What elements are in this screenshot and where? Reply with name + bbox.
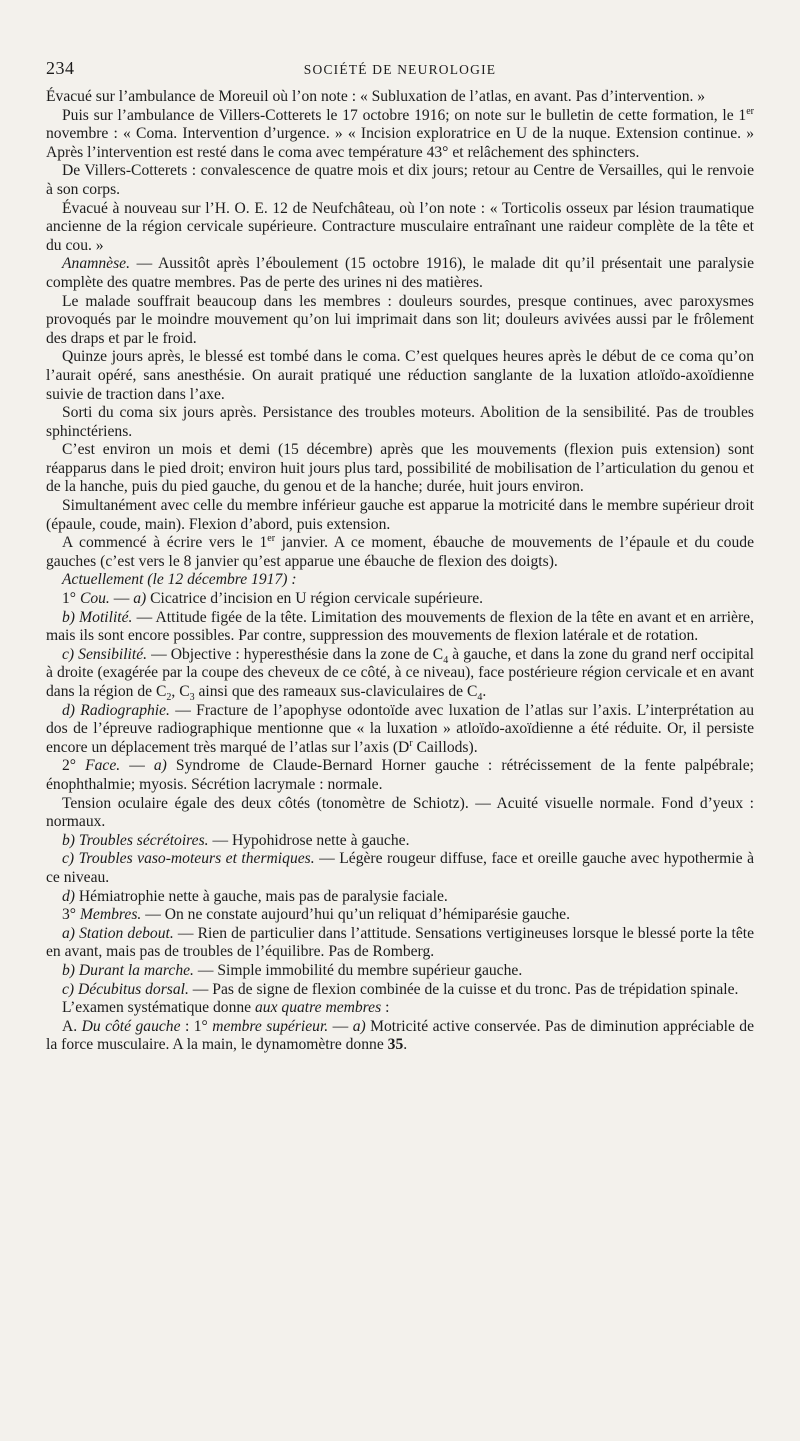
paragraph	[46, 200, 754, 256]
superscript: r	[409, 737, 413, 749]
subscript: 3	[189, 692, 195, 704]
text-run: — Rien de particulier dans l’attitude. Sensations vertigineuses lorsque le blessé porte la tête en avant, mais pas de troubles de l’équilibre. Pas de Romberg.	[46, 924, 755, 961]
text-run: De Villers-Cotterets : convalescence de quatre mois et dix jours; retour au Centre de Versailles, qui le renvoie à son corps.	[46, 162, 754, 198]
text-run: 35	[387, 1036, 404, 1054]
text-run: .	[482, 683, 487, 700]
text-run: Motricité active conservée. Pas de diminution appréciable de la force musculaire. A la main, le dynamomètre donne	[46, 1017, 755, 1054]
text-run: membre supérieur.	[212, 1017, 329, 1035]
paragraph	[46, 534, 754, 571]
text-run: L’examen systématique donne	[62, 999, 255, 1017]
text-run: :	[381, 999, 390, 1017]
text-run: Simultanément avec celle du membre inférieur gauche est apparue la motricité dans le membre supérieur droit (épaule, coude, main). Flexion d’abord, puis extension.	[46, 497, 754, 533]
text-run: —	[109, 590, 134, 608]
paragraph	[46, 1018, 754, 1055]
text-run: Évacué à nouveau sur l’H. O. E. 12 de Neufchâteau, où l’on note : « Torticolis osseux par lésion traumatique ancienne de la région cervicale supérieure. Contracture musculaire entraînant une raideur complète de la tête et du cou. »	[46, 199, 754, 254]
text-run: a)	[133, 590, 147, 608]
paragraph	[46, 832, 754, 851]
text-run: — Fracture de l’apophyse odontoïde avec luxation de l’atlas sur l’axis. L’interprétation au dos de l’épreuve radiographique mentionne que « la luxation » atloïdo-axoïdienne a été réduite. Or, il persiste encore un déplacement très marqué de l’atlas sur l’axis (D	[46, 701, 754, 756]
text-run: b) Motilité.	[62, 608, 133, 626]
paragraph	[46, 162, 754, 199]
text-run: — Légère rougeur diffuse, face et oreille gauche avec hypothermie à ce niveau.	[46, 850, 754, 886]
paragraph	[46, 571, 754, 590]
paragraph	[46, 255, 754, 292]
text-run: Quinze jours après, le blessé est tombé dans le coma. C’est quelques heures après le début de ce coma qu’on l’aurait opéré, sans anesthésie. On aurait pratiqué une réduction sanglante de la luxation atloïdo-axoïdienne suivie de traction dans l’axe.	[46, 348, 754, 403]
text-run: — Attitude figée de la tête. Limitation des mouvements de flexion de la tête en avant et en arrière, mais ils sont encore possibles. Par contre, suppression des mouvements de flexion latérale et de rotation.	[46, 608, 754, 645]
text-run: Cicatrice d’incision en U région cervicale supérieure.	[146, 590, 484, 608]
paragraph	[46, 646, 754, 702]
paragraph	[46, 609, 754, 646]
page	[46, 58, 754, 1055]
text-run: Cou.	[79, 590, 110, 608]
paragraph	[46, 981, 754, 1000]
text-run: Anamnèse.	[62, 255, 130, 273]
paragraph	[46, 497, 754, 534]
text-run: — Hypohidrose nette à gauche.	[208, 831, 410, 849]
running-title: SOCIÉTÉ DE NEUROLOGIE	[303, 62, 497, 77]
text-run: —	[120, 757, 154, 775]
text-run: ainsi que des rameaux sus-claviculaires de C	[194, 683, 478, 700]
text-run: d) Radiographie.	[62, 701, 170, 719]
text-run: Face.	[85, 757, 121, 775]
text-run: — Objective : hyperesthésie dans la zone de C	[147, 645, 444, 663]
paragraph	[46, 888, 754, 907]
text-run: c) Sensibilité.	[62, 645, 148, 663]
body-text	[46, 88, 754, 1055]
text-run: Syndrome de Claude-Bernard Horner gauche : rétrécissement de la fente palpébrale; énophthalmie; myosis. Sécrétion lacrymale : normale.	[46, 757, 754, 793]
paragraph	[46, 441, 754, 497]
text-run: A.	[62, 1017, 82, 1035]
subscript: 4	[477, 692, 483, 704]
text-run: a) Station debout.	[62, 924, 174, 942]
paragraph	[46, 795, 754, 832]
text-run: , C	[171, 683, 190, 700]
text-run: b) Durant la marche.	[62, 961, 194, 979]
text-run: 2°	[62, 757, 86, 775]
text-run: b) Troubles sécrétoires.	[62, 831, 209, 849]
superscript: er	[267, 533, 276, 545]
paragraph	[46, 348, 754, 404]
text-run: .	[403, 1036, 408, 1054]
text-run: Sorti du coma six jours après. Persistance des troubles moteurs. Abolition de la sensibilité. Pas de troubles sphinctériens.	[46, 404, 754, 440]
paragraph	[46, 702, 754, 758]
text-run: Évacué sur l’ambulance de Moreuil où l’on note : « Subluxation de l’atlas, en avant. Pas d’intervention. »	[46, 88, 706, 105]
text-run: d)	[62, 887, 75, 905]
text-run: Le malade souffrait beaucoup dans les membres : douleurs sourdes, presque continues, avec paroxysmes provoqués par le moindre mouvement qu’on lui imprimait dans son lit; douleurs avivées aussi par le frôlement des draps et par le froid.	[46, 292, 754, 347]
text-run: a)	[153, 757, 167, 775]
text-run: — Simple immobilité du membre supérieur gauche.	[193, 961, 523, 979]
paragraph	[46, 757, 754, 794]
page-number: 234	[46, 58, 75, 78]
paragraph	[46, 906, 754, 925]
text-run: Puis sur l’ambulance de Villers-Cotterets le 17 octobre 1916; on note sur le bulletin de cette formation, le 1	[62, 106, 747, 124]
text-run: novembre : « Coma. Intervention d’urgence. » « Incision exploratrice en U de la nuque. Extension continue. » Après l’intervention est resté dans le coma avec température 43° et relâchement des sphincters.	[46, 125, 754, 161]
paragraph	[46, 999, 754, 1018]
paragraph	[46, 404, 754, 441]
text-run: c) Troubles vaso-moteurs et thermiques.	[62, 850, 315, 868]
text-run: Du côté gauche	[81, 1017, 181, 1035]
paragraph	[46, 293, 754, 349]
text-run: A commencé à écrire vers le 1	[62, 534, 268, 552]
text-run: — Aussitôt après l’éboulement (15 octobre 1916), le malade dit qu’il présentait une paralysie complète des quatre membres. Pas de perte des urines ni des matières.	[46, 255, 754, 291]
text-run: Actuellement (le 12 décembre 1917) :	[62, 571, 297, 589]
text-run: Membres.	[79, 906, 142, 924]
text-run: a)	[352, 1017, 366, 1035]
text-run: aux quatre membres	[255, 999, 382, 1017]
text-run: — On ne constate aujourd’hui qu’un reliquat d’hémiparésie gauche.	[141, 906, 570, 924]
paragraph	[46, 925, 754, 962]
text-run: — Pas de signe de flexion combinée de la cuisse et du tronc. Pas de trépidation spinale.	[188, 980, 739, 998]
text-run: C’est environ un mois et demi (15 décembre) après que les mouvements (flexion puis extension) sont réapparus dans le pied droit; environ huit jours plus tard, possibilité de mobilisation de l’articulation du genou et de la hanche, puis du pied gauche, du genou et de la hanche; durée, huit jours environ.	[46, 441, 754, 496]
text-run: 3°	[62, 906, 80, 924]
text-run: c) Décubitus dorsal.	[62, 980, 189, 998]
paragraph	[46, 962, 754, 981]
text-run: —	[328, 1017, 353, 1035]
subscript: 2	[166, 692, 172, 704]
paragraph	[46, 850, 754, 887]
text-run: : 1°	[180, 1017, 213, 1035]
text-run: Hémiatrophie nette à gauche, mais pas de paralysie faciale.	[75, 887, 448, 905]
text-run: 1°	[62, 590, 80, 608]
page-header	[46, 58, 754, 88]
subscript: 4	[443, 654, 449, 666]
text-run: Caillods).	[412, 738, 478, 756]
superscript: er	[746, 105, 754, 117]
text-run: Tension oculaire égale des deux côtés (tonomètre de Schiotz). — Acuité visuelle normale. Fond d’yeux : normaux.	[46, 794, 754, 831]
paragraph	[46, 107, 754, 163]
paragraph	[46, 590, 754, 609]
text-run: à gauche, et dans la zone du grand nerf occipital à droite (exagérée par la coupe des cheveux de ce côté, à ce niveau), face postérieure région cervicale et en avant dans la région de C	[46, 645, 755, 700]
paragraph	[46, 88, 754, 107]
text-run: janvier. A ce moment, ébauche de mouvements de l’épaule et du coude gauches (c’est vers le 8 janvier qu’est apparue une ébauche de flexion des doigts).	[46, 534, 754, 570]
